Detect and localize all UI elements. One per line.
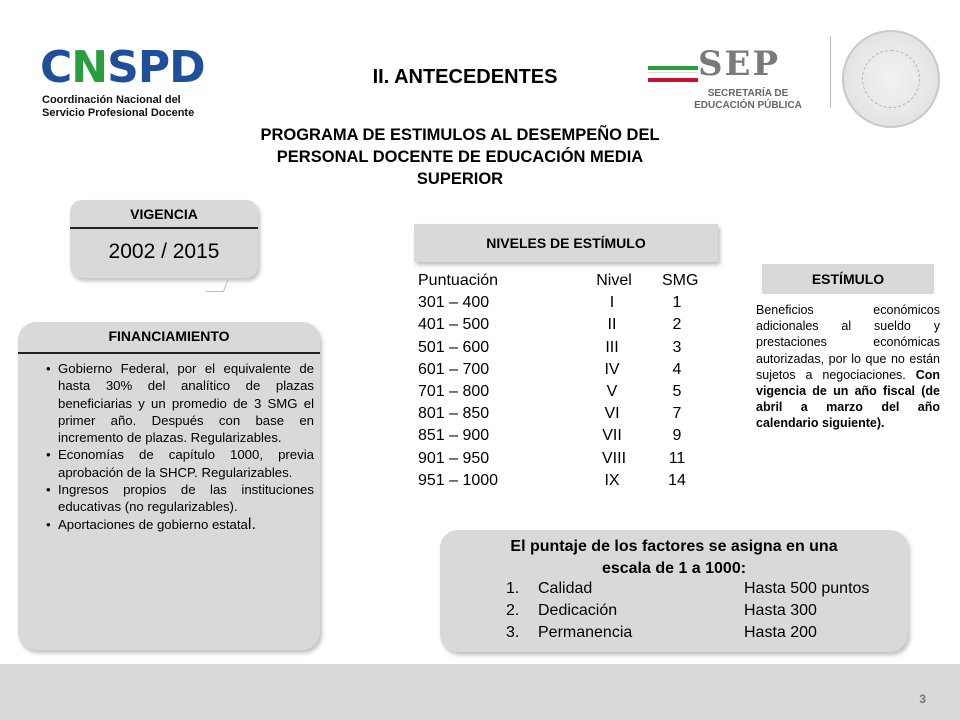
list-item: 2. Dedicación Hasta 300 — [506, 602, 817, 619]
financiamiento-label: FINANCIAMIENTO — [108, 328, 230, 344]
list-item: • Ingresos propios de las instituciones educativas (no regularizables). — [58, 481, 314, 516]
sep-logo-word: SEP — [698, 44, 781, 84]
puntaje-box — [440, 530, 908, 652]
list-item: 1. Calidad Hasta 500 puntos — [506, 580, 870, 597]
sep-logo-subtitle: SECRETARÍA DE EDUCACIÓN PÚBLICA — [694, 88, 802, 111]
niveles-header: NIVELES DE ESTÍMULO — [414, 224, 718, 262]
estimulo-description: Beneficios económicos adicionales al sueldo y prestaciones económicas autorizadas, por lo que no están sujetos a negociaciones. Con vigencia de un año fiscal (de abril a marzo del año calendario siguiente). — [756, 303, 940, 431]
sep-logo — [648, 44, 828, 116]
sep-stripe-red — [648, 78, 698, 82]
cnspd-logo-subtitle: Coordinación Nacional del Servicio Profesional Docente — [42, 94, 195, 119]
seal-inner-ring — [862, 50, 920, 108]
sep-stripe-green — [648, 66, 698, 70]
header-puntuacion: Puntuación — [418, 272, 499, 289]
list-item: • Aportaciones de gobierno estatal. — [58, 516, 314, 533]
vigencia-value: 2002 / 2015 — [108, 240, 220, 263]
header-smg: SMG — [662, 272, 699, 289]
financiamiento-divider — [18, 352, 320, 354]
vigencia-label: VIGENCIA — [130, 206, 198, 222]
cnspd-logo-word: CNSPD — [40, 42, 205, 93]
section-title: II. ANTECEDENTES — [372, 66, 558, 88]
financiamiento-list — [58, 360, 314, 533]
estimulo-header: ESTÍMULO — [762, 264, 934, 294]
puntaje-title: El puntaje de los factores se asigna en una escala de 1 a 1000: — [510, 538, 838, 577]
list-item: 3. Permanencia Hasta 200 — [506, 624, 817, 641]
connector-arrow-icon — [206, 280, 228, 292]
header-nivel: Nivel — [596, 272, 632, 289]
footer-bar — [0, 664, 960, 720]
cnspd-logo — [34, 40, 222, 122]
list-item: • Gobierno Federal, por el equivalente de hasta 30% del analítico de plazas beneficiarias y un promedio de 3 SMG el primer año. Después con base en incremento de plazas. Regularizables. — [58, 360, 314, 446]
financiamiento-box — [18, 322, 320, 650]
list-item: • Economías de capítulo 1000, previa aprobación de la SHCP. Regularizables. — [58, 446, 314, 481]
sep-stripe-white — [648, 72, 698, 76]
page-number: 3 — [919, 692, 926, 706]
program-title: PROGRAMA DE ESTIMULOS AL DESEMPEÑO DEL PERSONAL DOCENTE DE EDUCACIÓN MEDIA SUPERIOR — [260, 126, 660, 188]
coat-of-arms-seal-icon — [842, 30, 940, 128]
logo-divider — [830, 36, 831, 108]
vigencia-box — [70, 200, 258, 278]
vigencia-divider — [70, 227, 258, 229]
